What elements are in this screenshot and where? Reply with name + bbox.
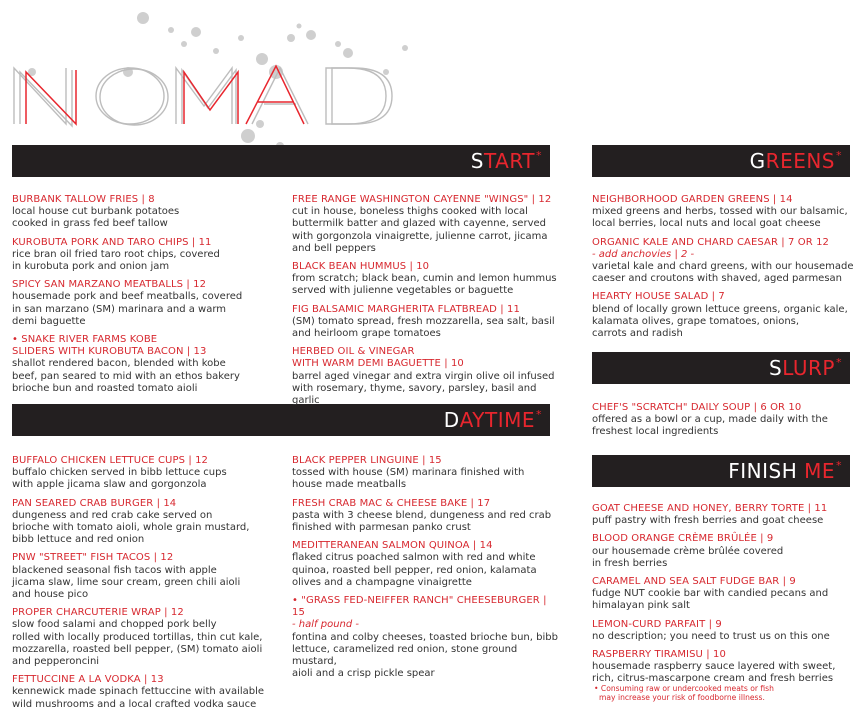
menu-item-description: aioli and a crisp pickle spear <box>292 668 435 680</box>
menu-item-description: freshest local ingredients <box>592 426 719 438</box>
menu-item-description: olives and a champagne vinaigrette <box>292 576 472 588</box>
menu-item-name: SLIDERS WITH KUROBUTA BACON | 13 <box>12 346 207 358</box>
menu-item-description: blackened seasonal fish tacos with apple <box>12 564 217 576</box>
logo-letters-outline <box>14 68 392 126</box>
menu-item <box>12 279 280 328</box>
menu-item-description: (SM) tomato spread, fresh mozzarella, sea salt, basil <box>292 315 555 327</box>
menu-item-name: • "GRASS FED-NEIFFER RANCH" CHEESEBURGER | 15 <box>292 595 547 619</box>
menu-item-description: mixed greens and herbs, tossed with our balsamic, <box>592 206 848 218</box>
menu-item-description: lettuce, caramelized red onion, stone ground mustard, <box>292 643 518 668</box>
section-title-first: FINISH <box>728 459 805 483</box>
menu-item <box>592 649 854 686</box>
section-title-rest: REENS <box>765 149 835 173</box>
menu-item-name: BLACK PEPPER LINGUINE | 15 <box>292 455 442 466</box>
menu-item <box>592 533 854 570</box>
menu-item-description: and bell peppers <box>292 242 376 254</box>
section-title-star: * <box>836 355 842 369</box>
menu-item-description: himalayan pink salt <box>592 600 690 612</box>
menu-item-name: HERBED OIL & VINEGAR <box>292 346 415 358</box>
menu-item-name: KUROBUTA PORK AND TARO CHIPS | 11 <box>12 236 212 248</box>
menu-item-description: kennewick made spinach fettuccine with available <box>12 686 265 698</box>
menu-item-description: served with julienne vegetables or baguette <box>292 285 514 297</box>
menu-item <box>592 503 854 527</box>
section-bar-greens <box>592 145 850 177</box>
menu-item-description: cut in house, boneless thighs cooked with local <box>292 206 528 218</box>
menu-item-description: slow food salami and chopped pork belly <box>12 619 217 631</box>
menu-item <box>592 194 854 231</box>
menu-item-description: and pepperoncini <box>12 656 100 668</box>
menu-item-description: blend of locally grown lettuce greens, organic kale, <box>592 303 848 315</box>
section-title-first: S <box>769 356 783 380</box>
menu-item-description: dungeness and red crab cake served on <box>12 509 213 521</box>
menu-item-description: in kurobuta pork and onion jam <box>12 261 170 273</box>
section-title-rest: ME <box>804 459 835 483</box>
menu-item-description: caeser and croutons with shaved, aged parmesan <box>592 273 843 285</box>
menu-item-description: tossed with house (SM) marinara finished with <box>292 467 525 479</box>
menu-item <box>292 194 560 255</box>
menu-item-description: jicama slaw, lime sour cream, green chili aioli <box>12 576 241 588</box>
section-bar-start <box>12 145 550 177</box>
menu-item-description: rice bran oil fried taro root chips, covered <box>12 248 220 260</box>
disclaimer <box>594 684 850 702</box>
menu-item-name: FETTUCCINE A LA VODKA | 13 <box>12 674 164 686</box>
menu-item-name: NEIGHBORHOOD GARDEN GREENS | 14 <box>592 194 793 205</box>
menu-item-description: from scratch; black bean, cumin and lemon hummus <box>292 273 557 285</box>
menu-item <box>592 619 854 643</box>
menu-item-name: CARAMEL AND SEA SALT FUDGE BAR | 9 <box>592 576 796 588</box>
section-title-first: S <box>470 149 484 173</box>
menu-item-description: and heirloom grape tomatoes <box>292 328 441 340</box>
menu-item <box>592 402 854 439</box>
disclaimer-line: • Consuming raw or undercooked meats or fish <box>594 684 774 693</box>
menu-item-name: CHEF'S "SCRATCH" DAILY SOUP | 6 OR 10 <box>592 402 802 413</box>
menu-item-description: buttermilk batter and glazed with cayenne, served <box>292 218 546 230</box>
menu-item-name: RASPBERRY TIRAMISU | 10 <box>592 649 726 661</box>
menu-item-description: with gorgonzola vinaigrette, julienne carrot, jicama <box>292 230 548 242</box>
menu-item-description: offered as a bowl or a cup, made daily with the <box>592 414 828 426</box>
menu-item-name: • SNAKE RIVER FARMS KOBE <box>12 334 158 346</box>
menu-item <box>292 261 560 298</box>
menu-item-description: buffalo chicken served in bibb lettuce cups <box>12 467 227 479</box>
menu-item-name: SPICY SAN MARZANO MEATBALLS | 12 <box>12 279 207 291</box>
menu-item-name: BUFFALO CHICKEN LETTUCE CUPS | 12 <box>12 455 208 466</box>
menu-item-description: finished with parmesan panko crust <box>292 522 471 534</box>
menu-item-description: barrel aged vinegar and extra virgin olive oil infused <box>292 370 555 382</box>
section-title-rest: LURP <box>782 356 835 380</box>
menu-item-description: puff pastry with fresh berries and goat cheese <box>592 515 824 527</box>
menu-item-name: PROPER CHARCUTERIE WRAP | 12 <box>12 607 184 619</box>
menu-item-name: BLACK BEAN HUMMUS | 10 <box>292 261 430 273</box>
section-bar-slurp <box>592 352 850 384</box>
menu-item-note: - add anchovies | 2 - <box>592 248 695 260</box>
menu-item-description: mozzarella, roasted bell pepper, (SM) tomato aioli <box>12 643 263 655</box>
daytime-right-column <box>292 455 560 686</box>
section-title-star: * <box>836 458 842 472</box>
menu-item-name: PNW "STREET" FISH TACOS | 12 <box>12 552 174 564</box>
finish-column <box>592 503 854 692</box>
menu-item-description: with apple jicama slaw and gorgonzola <box>12 479 207 491</box>
menu-item <box>12 455 280 492</box>
menu-item-description: local berries, local nuts and local goat cheese <box>592 218 821 230</box>
menu-item <box>292 304 560 341</box>
menu-item-name: GOAT CHEESE AND HONEY, BERRY TORTE | 11 <box>592 503 828 514</box>
menu-item-description: flaked citrus poached salmon with red and white <box>292 552 536 564</box>
section-title-star: * <box>836 148 842 162</box>
menu-item-description: pasta with 3 cheese blend, dungeness and red crab <box>292 509 552 521</box>
daytime-left-column <box>12 455 280 717</box>
menu-item-name: HEARTY HOUSE SALAD | 7 <box>592 291 725 303</box>
menu-item <box>592 291 854 340</box>
menu-item-name: LEMON-CURD PARFAIT | 9 <box>592 618 722 630</box>
start-right-column <box>292 194 560 413</box>
menu-item <box>12 607 280 668</box>
menu-item-description: wild mushrooms and a local crafted vodka sauce <box>12 698 257 710</box>
menu-item-description: carrots and radish <box>592 328 683 340</box>
slurp-column <box>592 402 854 445</box>
menu-item-description: shallot rendered bacon, blended with kobe <box>12 358 226 370</box>
menu-item-name: FRESH CRAB MAC & CHEESE BAKE | 17 <box>292 497 491 509</box>
menu-item-description: demi baguette <box>12 315 86 327</box>
menu-item-description: fudge NUT cookie bar with candied pecans and <box>592 588 829 600</box>
menu-item <box>292 455 560 492</box>
menu-item-name: ORGANIC KALE AND CHARD CAESAR | 7 OR 12 <box>592 236 830 248</box>
menu-item-description: rich, citrus-mascarpone cream and fresh berries <box>592 673 834 685</box>
menu-item-description: bibb lettuce and red onion <box>12 534 145 546</box>
menu-item <box>592 237 854 286</box>
menu-item-description: no description; you need to trust us on this one <box>592 630 830 642</box>
menu-item-name: BURBANK TALLOW FRIES | 8 <box>12 194 155 205</box>
menu-item <box>12 674 280 711</box>
menu-item-description: housemade pork and beef meatballs, covered <box>12 291 243 303</box>
menu-item-name: MEDITTERANEAN SALMON QUINOA | 14 <box>292 540 493 552</box>
menu-item-note: - half pound - <box>292 619 360 631</box>
menu-item-description: fontina and colby cheeses, toasted brioche bun, bibb <box>292 631 558 643</box>
menu-item-description: in san marzano (SM) marinara and a warm <box>12 303 227 315</box>
menu-item-description: brioche with tomato aioli, whole grain mustard, <box>12 522 250 534</box>
section-title-first: D <box>443 408 460 432</box>
menu-item-name: FREE RANGE WASHINGTON CAYENNE "WINGS" | 12 <box>292 194 552 205</box>
menu-item-name: PAN SEARED CRAB BURGER | 14 <box>12 497 177 509</box>
menu-item-description: housemade raspberry sauce layered with sweet, <box>592 661 836 673</box>
menu-item <box>292 595 560 680</box>
menu-item-description: and house pico <box>12 589 89 601</box>
menu-item-description: house made meatballs <box>292 479 407 491</box>
menu-item <box>12 498 280 547</box>
menu-item <box>592 576 854 613</box>
menu-item-description: brioche bun and roasted tomato aioli <box>12 382 198 394</box>
menu-item-description: kalamata olives, grape tomatoes, onions, <box>592 315 800 327</box>
menu-item-name: WITH WARM DEMI BAGUETTE | 10 <box>292 358 464 370</box>
menu-item <box>12 237 280 274</box>
menu-item <box>292 498 560 535</box>
menu-item-description: our housemade crème brûlée covered <box>592 545 784 557</box>
menu-item-description: with rosemary, thyme, savory, parsley, basil and garlic <box>292 382 537 407</box>
menu-item <box>12 194 280 231</box>
menu-item-description: local house cut burbank potatoes <box>12 206 180 218</box>
menu-item <box>292 346 560 407</box>
section-title-star: * <box>536 407 542 421</box>
start-left-column <box>12 194 280 401</box>
menu-item-description: in fresh berries <box>592 557 668 569</box>
menu-item-description: varietal kale and chard greens, with our housemade <box>592 261 854 273</box>
logo-letters-red <box>26 66 304 124</box>
menu-item <box>12 334 280 395</box>
menu-item-description: quinoa, roasted bell pepper, red onion, kalamata <box>292 564 537 576</box>
menu-item-description: cooked in grass fed beef tallow <box>12 218 168 230</box>
section-title-rest: AYTIME <box>459 408 535 432</box>
menu-item <box>12 552 280 601</box>
section-title-first: G <box>749 149 766 173</box>
menu-item <box>292 540 560 589</box>
menu-item-description: beef, pan seared to mid with an ethos bakery <box>12 370 240 382</box>
menu-item-name: FIG BALSAMIC MARGHERITA FLATBREAD | 11 <box>292 303 520 315</box>
section-bar-finish-me <box>592 455 850 487</box>
section-title-rest: TART <box>483 149 535 173</box>
menu-item-description: rolled with locally produced tortillas, thin cut kale, <box>12 631 263 643</box>
section-title-star: * <box>536 148 542 162</box>
greens-column <box>592 194 854 346</box>
disclaimer-line: may increase your risk of foodborne illness. <box>599 693 765 702</box>
menu-item-name: BLOOD ORANGE CRÈME BRÛLÉE | 9 <box>592 533 774 545</box>
